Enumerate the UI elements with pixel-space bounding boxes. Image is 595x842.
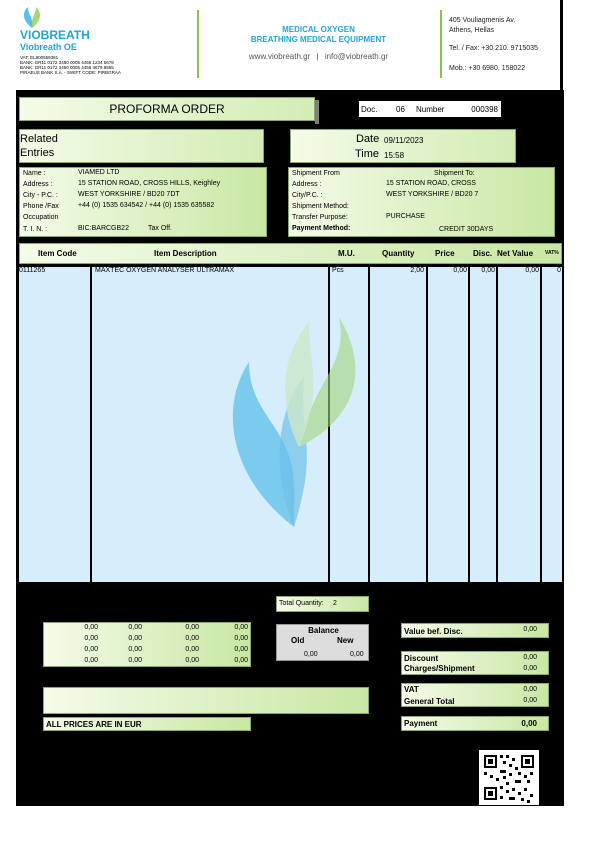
vat-cell: 0,00 xyxy=(84,635,98,642)
bank-line: PIRAEUS BANK S.A. - SWIFT CODE: PIRBGRAA xyxy=(20,70,121,75)
company-logo xyxy=(20,4,44,30)
title-shadow xyxy=(315,100,319,124)
vat-breakdown-box xyxy=(43,622,251,667)
row-item-description: MAXTEC OXYGEN ANALYSER ULTRAMAX xyxy=(95,267,234,274)
shipment-info-box xyxy=(288,167,555,237)
balance-label: Balance xyxy=(308,626,339,635)
total-quantity-value: 2 xyxy=(333,600,337,607)
time-value: 15:58 xyxy=(384,151,405,160)
row-item-code: 0111265 xyxy=(19,267,46,274)
vat-value: 0,00 xyxy=(523,686,537,693)
tel-fax: Tel. / Fax: +30 210. 9715035 xyxy=(449,45,538,52)
col-divider xyxy=(426,267,428,582)
vat-row xyxy=(44,635,250,646)
tin-label: T. I. N. : xyxy=(23,226,48,233)
vat-cell: 0,00 xyxy=(185,646,199,653)
col-mu: M.U. xyxy=(338,249,355,258)
row-net-value: 0,00 xyxy=(525,267,539,274)
row-quantity: 2,00 xyxy=(410,267,424,274)
table-row[interactable] xyxy=(19,267,562,279)
notes-box xyxy=(43,687,369,714)
vat-cell: 0,00 xyxy=(234,657,248,664)
tax-office-label: Tax Off. xyxy=(148,225,172,232)
address-line-1: 405 Vouliagmenis Av. xyxy=(449,17,516,24)
vat-row xyxy=(44,624,250,635)
logo-text: VIOBREATH xyxy=(20,28,90,42)
date-value: 09/11/2023 xyxy=(384,136,424,145)
discount-value: 0,00 xyxy=(523,654,537,661)
col-divider xyxy=(90,267,92,582)
doc-value: 06 xyxy=(396,105,405,114)
vat-cell: 0,00 xyxy=(128,635,142,642)
general-total-label: General Total xyxy=(404,697,455,706)
doc-label: Doc. xyxy=(361,105,378,114)
vat-cell: 0,00 xyxy=(128,624,142,631)
city-label: City - P.C. : xyxy=(23,192,58,199)
vat-cell: 0,00 xyxy=(128,646,142,653)
right-edge-bar xyxy=(560,0,563,90)
phone-label: Phone /Fax xyxy=(23,203,59,210)
vat-cell: 0,00 xyxy=(185,657,199,664)
bank-line: BANK: GR11 0172 3450 0005 4456 4679 9565 xyxy=(20,65,114,70)
payment-method-value: CREDIT 30DAYS xyxy=(439,226,494,233)
payment-value: 0,00 xyxy=(521,719,537,728)
vat-cell: 0,00 xyxy=(234,624,248,631)
payment-box xyxy=(401,716,549,731)
general-total-value: 0,00 xyxy=(523,697,537,704)
discount-label: Discount xyxy=(404,654,439,663)
time-label: Time xyxy=(355,148,380,160)
vat-label: VAT xyxy=(404,685,419,694)
old-balance-value: 0,00 xyxy=(304,651,318,658)
charges-label: Charges/Shipment xyxy=(404,664,475,673)
items-table-body xyxy=(19,267,562,582)
items-table-header xyxy=(19,243,562,264)
vat-cell: 0,00 xyxy=(84,624,98,631)
col-divider xyxy=(540,267,542,582)
col-quantity: Quantity xyxy=(382,249,415,258)
col-divider xyxy=(496,267,498,582)
entries-label: Entries xyxy=(20,147,55,159)
transfer-purpose-value: PURCHASE xyxy=(386,213,425,220)
name-label: Name : xyxy=(23,170,46,177)
date-label: Date xyxy=(356,133,380,145)
name-value: VIAMED LTD xyxy=(78,169,120,176)
bank-line: VAT: EL800559381 xyxy=(20,55,59,60)
company-bank-info xyxy=(20,55,150,75)
payment-label: Payment xyxy=(404,719,438,728)
ship-method-label: Shipment Method: xyxy=(292,203,349,210)
vat-row xyxy=(44,646,250,657)
col-price: Price xyxy=(435,249,455,258)
doc-number-box xyxy=(358,100,502,118)
address-value: 15 STATION ROAD, CROSS HILLS, Keighley xyxy=(78,180,221,187)
tagline-2: BREATHING MEDICAL EQUIPMENT xyxy=(250,35,387,44)
col-net-value: Net Value xyxy=(497,249,534,258)
website-link[interactable]: www.viobreath.gr xyxy=(248,52,311,61)
col-divider xyxy=(468,267,470,582)
new-balance-value: 0,00 xyxy=(350,651,364,658)
document-title: PROFORMA ORDER xyxy=(109,102,225,116)
col-disc: Disc. xyxy=(473,249,493,258)
col-vat-percent: VAT% xyxy=(545,250,559,256)
value-bef-disc-value: 0,00 xyxy=(523,626,537,633)
ship-city-value: WEST YORKSHIRE / BD20 7 xyxy=(386,191,479,198)
row-vat: 0 xyxy=(557,267,561,274)
vat-cell: 0,00 xyxy=(185,635,199,642)
city-value: WEST YORKSHIRE / BD20 7DT xyxy=(78,191,180,198)
row-mu: Pcs xyxy=(332,267,344,274)
vat-cell: 0,00 xyxy=(128,657,142,664)
customer-info-box xyxy=(19,167,267,237)
address-label: Address : xyxy=(23,181,53,188)
currency-note-box xyxy=(43,717,251,731)
number-value: 000398 xyxy=(471,105,498,114)
company-address xyxy=(449,16,538,74)
value-bef-disc-label: Value bef. Disc. xyxy=(404,627,463,636)
ship-city-label: City/P.C. : xyxy=(292,192,323,199)
col-item-description: Item Description xyxy=(154,249,217,258)
occupation-label: Occupation xyxy=(23,214,59,221)
vat-cell: 0,00 xyxy=(84,646,98,653)
ship-address-value: 15 STATION ROAD, CROSS xyxy=(386,180,476,187)
logo-subtitle: Viobreath OE xyxy=(20,42,77,52)
related-entries-box xyxy=(19,129,264,163)
new-label: New xyxy=(337,636,354,645)
tagline-1: MEDICAL OXYGEN xyxy=(282,25,355,34)
charges-value: 0,00 xyxy=(523,665,537,672)
bank-line: BANK: GR11 0172 3450 0005 4456 1234 5678 xyxy=(20,60,114,65)
shipment-to-label: Shipment To: xyxy=(434,170,475,177)
email-link[interactable]: info@viobreath.gr xyxy=(324,52,389,61)
document-title-box xyxy=(19,97,315,121)
address-line-2: Athens, Hellas xyxy=(449,27,495,34)
total-quantity-label: Total Quantity: xyxy=(279,600,324,607)
tin-value: BIC:BARCGB22 xyxy=(78,225,129,232)
total-quantity-box xyxy=(276,596,369,612)
value-before-discount-box xyxy=(401,623,549,638)
vat-grid xyxy=(44,624,250,668)
related-label: Related xyxy=(20,133,58,145)
discount-charges-box xyxy=(401,651,549,675)
col-item-code: Item Code xyxy=(38,249,77,258)
number-label: Number xyxy=(416,105,445,114)
phone-value: +44 (0) 1535 634542 / +44 (0) 1535 635582 xyxy=(78,202,215,209)
vat-cell: 0,00 xyxy=(234,635,248,642)
currency-note: ALL PRICES ARE IN EUR xyxy=(46,720,142,729)
balance-box xyxy=(276,624,369,661)
mobile: Mob.: +30 6980. 158022 xyxy=(449,65,526,72)
transfer-purpose-label: Transfer Purpose: xyxy=(292,214,348,221)
watermark-logo xyxy=(219,317,369,532)
old-label: Old xyxy=(291,636,305,645)
payment-method-label: Payment Method: xyxy=(292,225,351,232)
vat-row xyxy=(44,657,250,668)
ship-address-label: Address : xyxy=(292,181,322,188)
row-disc: 0,00 xyxy=(481,267,495,274)
contact-web-line xyxy=(200,52,437,61)
header-divider-right xyxy=(440,10,442,78)
vat-total-box xyxy=(401,683,549,707)
separator: | xyxy=(316,52,319,61)
vat-cell: 0,00 xyxy=(84,657,98,664)
qr-code xyxy=(479,750,539,805)
vat-cell: 0,00 xyxy=(234,646,248,653)
date-time-box xyxy=(290,129,516,163)
shipment-from-label: Shipment From xyxy=(292,170,340,177)
header-divider-left xyxy=(197,10,199,78)
row-price: 0,00 xyxy=(453,267,467,274)
vat-cell: 0,00 xyxy=(185,624,199,631)
